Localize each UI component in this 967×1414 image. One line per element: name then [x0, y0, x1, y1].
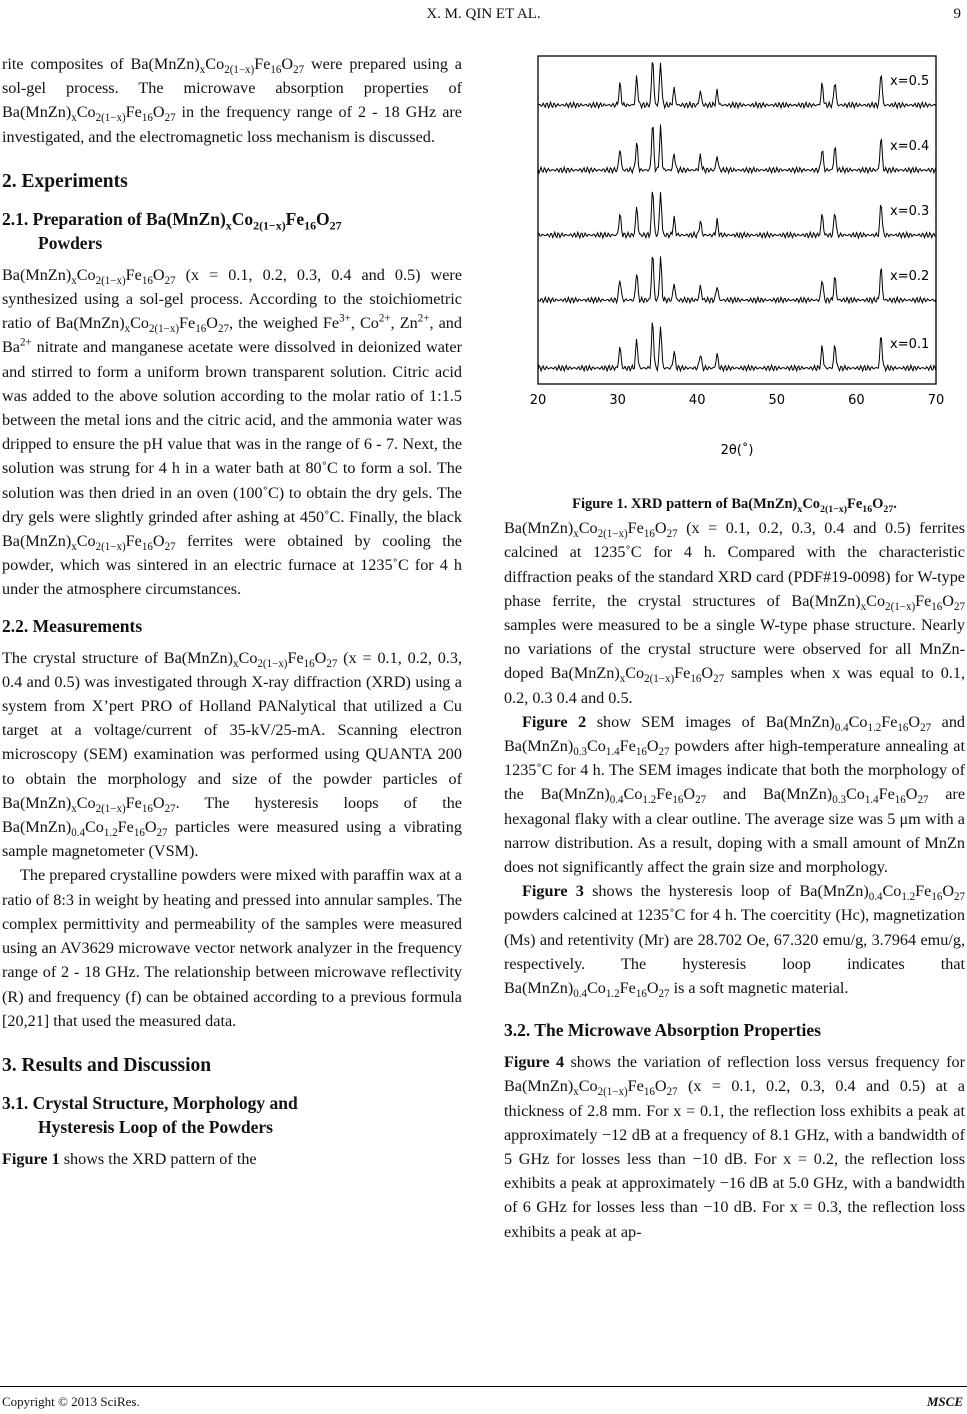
footer-copyright: Copyright © 2013 SciRes.: [2, 1394, 140, 1409]
trace-label-2: x=0.4: [890, 139, 930, 154]
section-3-1-heading-line2: Hysteresis Loop of the Powders: [38, 1116, 273, 1137]
xrd-plot: [504, 52, 965, 492]
figure-3-ref: Figure 3: [522, 882, 584, 901]
section-2-1-heading: [2, 207, 462, 255]
section-3-1-heading: [2, 1091, 462, 1139]
section-2-2-body-1: The crystal structure of $Ba(MnZn)_xCo_{2(1-x)}Fe_{16}O_{27}$ (x = 0.1, 0.2, 0.3, 0.4 and 0.5) was investigated through X-ray diffraction (XRD) using a system from X’pert PRO of Holland PANalytical that utilized a Cu target at a voltage/current of 35-kV/25-mA. Scanning electron microscopy (SEM) examination was performed using QUANTA 200 to obtain the morphology and size of the powder particles of $Ba(MnZn)_xCo_{2(1-x)}Fe_{16}O_{27}$. The hysteresis loops of the $Ba(MnZn)_{0.4}Co_{1.2}Fe_{16}O_{27}$ particles were measured using a vibrating sample magnetometer (VSM).: [2, 648, 462, 861]
xrd-trace-2: [538, 125, 936, 173]
xrd-trace-3: [538, 192, 936, 238]
section-2-1-body: $Ba(MnZn)_xCo_{2(1-x)}Fe_{16}O_{27}$ (x = 0.1, 0.2, 0.3, 0.4 and 0.5) were synthesized using a sol-gel process. According to the stoichiometric ratio of $Ba(MnZn)_xCo_{2(1-x)}Fe_{16}O_{27}$, the weighed $Fe^{3+}$, $Co^{2+}$, $Zn^{2+}$, and $Ba^{2+}$ nitrate and manganese acetate were dissolved in deionized water and stirred to form a uniform brown transparent solution. Citric acid was added to the above solution according to the molar ratio of 1:1.5 between the metal ions and the citric acid, and the ammonia water was dripped to ensure the pH value that was in the range of 6 - 7. Next, the solution was strung for 4 h in a water bath at 80˚C to form a sol. The solution was then dried in an oven (100˚C) to obtain the dry gels. The dry gels were slightly grinded after ashing at 450˚C. Finally, the black $Ba(MnZn)_xCo_{2(1-x)}Fe_{16}O_{27}$ ferrites were obtained by cooling the powder, which was sintered in an electric furnace at 1235˚C for 4 h under the atmosphere circumstances.: [2, 265, 462, 599]
section-3-heading: 3. Results and Discussion: [2, 1054, 212, 1076]
x-tick-label: 50: [768, 393, 786, 408]
right-column: [504, 52, 965, 1244]
x-tick-label: 40: [688, 393, 706, 408]
trace-label-4: x=0.2: [890, 269, 930, 284]
x-tick-label: 60: [848, 393, 865, 408]
results-paragraph-4-text: shows the variation of reflection loss versus frequency for $Ba(MnZn)_xCo_{2(1-x)}Fe_{16}O_{27}$ (x = 0.1, 0.2, 0.3, 0.4 and 0.5) at a thickness of 2.8 mm. For x = 0.1, the reflection loss exhibits a peak at approximately −12 dB at a frequency of 8.1 GHz, with a bandwidth of 5 GHz for losses less than −10 dB. For x = 0.2, the reflection loss exhibits a peak at approximately −16 dB at 5.0 GHz, with a bandwidth of 6 GHz for losses less than −10 dB. For x = 0.3, the reflection loss exhibits a peak at ap-: [504, 1053, 965, 1241]
results-paragraph-4: [504, 1050, 965, 1244]
figure-1-caption: Figure 1. XRD pattern of $Ba(MnZn)_xCo_{2(1-x)}Fe_{16}O_{27}$.: [572, 496, 897, 515]
footer-rule: [0, 1386, 967, 1387]
x-tick-label: 70: [927, 393, 945, 408]
section-3-1-lead-text: shows the XRD pattern of the: [59, 1149, 257, 1168]
section-3-1-heading-line1: 3.1. Crystal Structure, Morphology and: [2, 1092, 298, 1113]
page-number: 9: [953, 6, 961, 22]
results-paragraph-2-text: show SEM images of $Ba(MnZn)_{0.4}Co_{1.2}Fe_{16}O_{27}$ and $Ba(MnZn)_{0.3}Co_{1.4}Fe_{16}O_{27}$ powders after high-temperature annealing at 1235˚C for 4 h. The SEM images indicate that both the morphology of the $Ba(MnZn)_{0.4}Co_{1.2}Fe_{16}O_{27}$ and $Ba(MnZn)_{0.3}Co_{1.4}Fe_{16}O_{27}$ are hexagonal flaky with a clear outline. The average size was 5 μm with a narrow distribution. As a result, doping with a small amount of MnZn does not significantly affect the grain size and morphology.: [504, 712, 966, 877]
footer-journal: MSCE: [926, 1394, 963, 1409]
results-paragraph-2: [504, 710, 965, 879]
section-2-2-heading: 2.2. Measurements: [2, 615, 143, 636]
running-header: X. M. QIN ET AL.: [426, 6, 541, 22]
section-2-1-heading-line1: 2.1. Preparation of $Ba(MnZn)_xCo_{2(1-x)}Fe_{16}O_{27}$: [2, 208, 342, 233]
trace-label-3: x=0.3: [890, 204, 930, 219]
intro-paragraph: rite composites of $Ba(MnZn)_xCo_{2(1-x)}Fe_{16}O_{27}$ were prepared using a sol-gel process. The microwave absorption properties of $Ba(MnZn)_xCo_{2(1-x)}Fe_{16}O_{27}$ in the frequency range of 2 - 18 GHz are investigated, and the electromagnetic loss mechanism is discussed.: [2, 55, 462, 146]
x-axis-label: 2θ(˚): [720, 443, 754, 458]
trace-label-1: x=0.5: [890, 74, 930, 89]
results-paragraph-1: $Ba(MnZn)_xCo_{2(1-x)}Fe_{16}O_{27}$ (x = 0.1, 0.2, 0.3, 0.4 and 0.5) ferrites calcined at 1235˚C for 4 h. Compared with the characteristic diffraction peaks of the standard XRD card (PDF#19-0098) for W-type phase ferrite, the crystal structures of $Ba(MnZn)_xCo_{2(1-x)}Fe_{16}O_{27}$ samples were measured to be a single W-type phase structure. Nearly no variations of the crystal structure were observed for all MnZn-doped $Ba(MnZn)_xCo_{2(1-x)}Fe_{16}O_{27}$ samples when x was equal to 0.1, 0.2, 0.3 0.4 and 0.5.: [504, 519, 965, 707]
x-tick-label: 20: [529, 393, 547, 408]
xrd-trace-4: [538, 256, 936, 303]
section-3-1-lead: [2, 1147, 462, 1171]
xrd-trace-1: [538, 62, 936, 108]
section-3-2-heading: 3.2. The Microwave Absorption Properties: [504, 1020, 821, 1041]
figure-1-xrd-chart: [504, 52, 965, 492]
section-2-heading: 2. Experiments: [2, 170, 128, 192]
results-paragraph-3: [504, 879, 965, 1000]
trace-label-5: x=0.1: [890, 337, 930, 352]
x-tick-label: 30: [609, 393, 626, 408]
figure-4-ref: Figure 4: [504, 1053, 565, 1072]
figure-1-ref: Figure 1: [2, 1149, 60, 1168]
section-2-2-body-2: The prepared crystalline powders were mixed with paraffin wax at a ratio of 8:3 in weight by heating and pressed into annular samples. The complex permittivity and permeability of the samples were measured using an AV3629 microwave vector network analyzer in the frequency range of 2 - 18 GHz. The relationship between microwave reflectivity (R) and frequency (f) can be obtained according to a previous formula [20,21] that used the measured data.: [2, 866, 462, 1030]
figure-2-ref: Figure 2: [522, 712, 587, 731]
section-2-1-heading-line2: Powders: [38, 232, 103, 253]
left-column: [2, 52, 462, 1171]
results-paragraph-3-text: shows the hysteresis loop of $Ba(MnZn)_{0.4}Co_{1.2}Fe_{16}O_{27}$ powders calcined at 1235˚C for 4 h. The coercitity (Hc), magnetization (Ms) and retentivity (Mr) are 28.702 Oe, 67.320 emu/g, 3.7964 emu/g, respectively. The hysteresis loop indicates that $Ba(MnZn)_{0.4}Co_{1.2}Fe_{16}O_{27}$ is a soft magnetic material.: [504, 882, 966, 1001]
xrd-trace-5: [538, 323, 936, 371]
